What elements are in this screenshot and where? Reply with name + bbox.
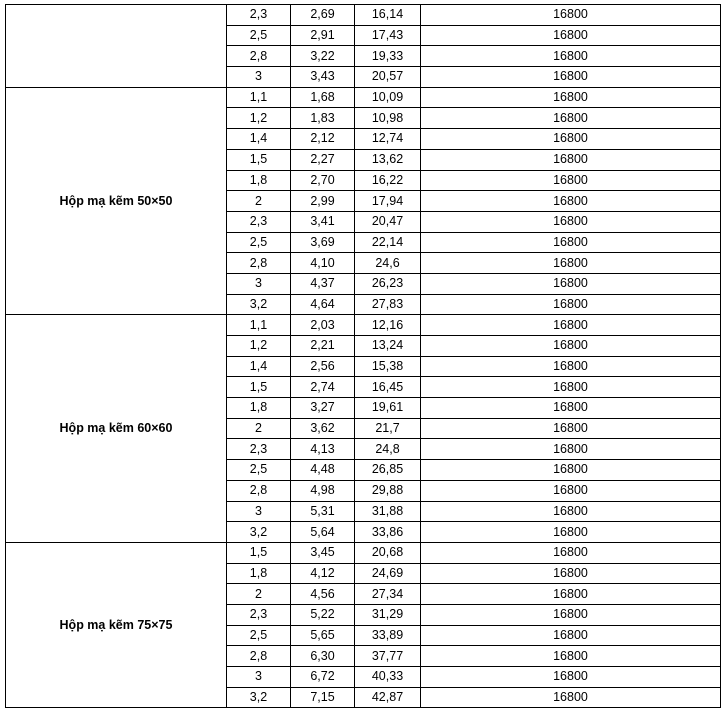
weight-per-meter-cell: 3,45 [291, 542, 355, 563]
weight-per-bar-cell: 12,74 [355, 129, 421, 150]
price-cell: 16800 [421, 46, 721, 67]
thickness-cell: 2,5 [227, 460, 291, 481]
weight-per-meter-cell: 2,91 [291, 25, 355, 46]
weight-per-bar-cell: 24,8 [355, 439, 421, 460]
weight-per-meter-cell: 2,69 [291, 5, 355, 26]
thickness-cell: 3,2 [227, 687, 291, 708]
weight-per-bar-cell: 24,69 [355, 563, 421, 584]
price-cell: 16800 [421, 170, 721, 191]
price-cell: 16800 [421, 67, 721, 88]
thickness-cell: 2 [227, 584, 291, 605]
price-cell: 16800 [421, 5, 721, 26]
price-cell: 16800 [421, 25, 721, 46]
weight-per-bar-cell: 10,98 [355, 108, 421, 129]
weight-per-bar-cell: 17,43 [355, 25, 421, 46]
weight-per-bar-cell: 31,29 [355, 604, 421, 625]
price-cell: 16800 [421, 542, 721, 563]
thickness-cell: 3,2 [227, 294, 291, 315]
weight-per-meter-cell: 2,03 [291, 315, 355, 336]
weight-per-meter-cell: 5,64 [291, 522, 355, 543]
price-cell: 16800 [421, 336, 721, 357]
table-row [6, 5, 721, 26]
thickness-cell: 2,5 [227, 232, 291, 253]
thickness-cell: 2,8 [227, 46, 291, 67]
weight-per-bar-cell: 27,83 [355, 294, 421, 315]
price-cell: 16800 [421, 191, 721, 212]
price-cell: 16800 [421, 315, 721, 336]
product-name-cell: Hộp mạ kẽm 75×75 [6, 542, 227, 708]
price-cell: 16800 [421, 563, 721, 584]
price-cell: 16800 [421, 294, 721, 315]
table-row [6, 87, 721, 108]
thickness-cell: 2,8 [227, 253, 291, 274]
weight-per-meter-cell: 2,12 [291, 129, 355, 150]
thickness-cell: 3,2 [227, 522, 291, 543]
price-cell: 16800 [421, 211, 721, 232]
thickness-cell: 1,4 [227, 356, 291, 377]
weight-per-meter-cell: 2,21 [291, 336, 355, 357]
thickness-cell: 1,4 [227, 129, 291, 150]
weight-per-meter-cell: 3,69 [291, 232, 355, 253]
thickness-cell: 3 [227, 667, 291, 688]
price-cell: 16800 [421, 377, 721, 398]
thickness-cell: 1,1 [227, 315, 291, 336]
weight-per-bar-cell: 40,33 [355, 667, 421, 688]
product-name-cell: Hộp mạ kẽm 50×50 [6, 87, 227, 315]
weight-per-meter-cell: 7,15 [291, 687, 355, 708]
thickness-cell: 2 [227, 191, 291, 212]
thickness-cell: 1,5 [227, 542, 291, 563]
thickness-cell: 1,8 [227, 398, 291, 419]
thickness-cell: 1,8 [227, 170, 291, 191]
weight-per-bar-cell: 16,45 [355, 377, 421, 398]
weight-per-bar-cell: 24,6 [355, 253, 421, 274]
weight-per-meter-cell: 4,37 [291, 273, 355, 294]
price-cell: 16800 [421, 625, 721, 646]
weight-per-meter-cell: 4,48 [291, 460, 355, 481]
price-cell: 16800 [421, 584, 721, 605]
thickness-cell: 1,5 [227, 149, 291, 170]
weight-per-bar-cell: 37,77 [355, 646, 421, 667]
price-cell: 16800 [421, 501, 721, 522]
thickness-cell: 2,3 [227, 439, 291, 460]
weight-per-meter-cell: 4,10 [291, 253, 355, 274]
weight-per-bar-cell: 26,23 [355, 273, 421, 294]
price-cell: 16800 [421, 460, 721, 481]
weight-per-bar-cell: 13,24 [355, 336, 421, 357]
price-cell: 16800 [421, 418, 721, 439]
weight-per-meter-cell: 4,98 [291, 480, 355, 501]
weight-per-bar-cell: 20,57 [355, 67, 421, 88]
weight-per-meter-cell: 5,31 [291, 501, 355, 522]
thickness-cell: 1,5 [227, 377, 291, 398]
price-cell: 16800 [421, 253, 721, 274]
thickness-cell: 2,3 [227, 211, 291, 232]
table-row [6, 542, 721, 563]
weight-per-bar-cell: 19,33 [355, 46, 421, 67]
weight-per-meter-cell: 3,62 [291, 418, 355, 439]
price-cell: 16800 [421, 687, 721, 708]
weight-per-bar-cell: 42,87 [355, 687, 421, 708]
price-cell: 16800 [421, 232, 721, 253]
thickness-cell: 2,8 [227, 480, 291, 501]
price-cell: 16800 [421, 149, 721, 170]
weight-per-bar-cell: 33,89 [355, 625, 421, 646]
thickness-cell: 1,2 [227, 108, 291, 129]
weight-per-bar-cell: 16,22 [355, 170, 421, 191]
thickness-cell: 3 [227, 501, 291, 522]
weight-per-meter-cell: 4,56 [291, 584, 355, 605]
weight-per-bar-cell: 13,62 [355, 149, 421, 170]
weight-per-meter-cell: 2,70 [291, 170, 355, 191]
weight-per-meter-cell: 2,99 [291, 191, 355, 212]
thickness-cell: 2,8 [227, 646, 291, 667]
thickness-cell: 1,1 [227, 87, 291, 108]
thickness-cell: 1,8 [227, 563, 291, 584]
weight-per-meter-cell: 6,30 [291, 646, 355, 667]
weight-per-bar-cell: 31,88 [355, 501, 421, 522]
weight-per-bar-cell: 10,09 [355, 87, 421, 108]
price-cell: 16800 [421, 480, 721, 501]
price-cell: 16800 [421, 87, 721, 108]
product-name-cell: Hộp mạ kẽm 60×60 [6, 315, 227, 543]
weight-per-meter-cell: 2,27 [291, 149, 355, 170]
weight-per-bar-cell: 16,14 [355, 5, 421, 26]
weight-per-bar-cell: 17,94 [355, 191, 421, 212]
weight-per-bar-cell: 22,14 [355, 232, 421, 253]
steel-box-price-table [5, 4, 721, 708]
thickness-cell: 2,5 [227, 25, 291, 46]
weight-per-meter-cell: 2,56 [291, 356, 355, 377]
weight-per-bar-cell: 21,7 [355, 418, 421, 439]
weight-per-bar-cell: 26,85 [355, 460, 421, 481]
weight-per-bar-cell: 33,86 [355, 522, 421, 543]
weight-per-meter-cell: 3,43 [291, 67, 355, 88]
price-cell: 16800 [421, 439, 721, 460]
weight-per-bar-cell: 12,16 [355, 315, 421, 336]
weight-per-bar-cell: 29,88 [355, 480, 421, 501]
price-cell: 16800 [421, 273, 721, 294]
weight-per-meter-cell: 4,64 [291, 294, 355, 315]
thickness-cell: 2,3 [227, 5, 291, 26]
weight-per-bar-cell: 15,38 [355, 356, 421, 377]
thickness-cell: 2 [227, 418, 291, 439]
thickness-cell: 1,2 [227, 336, 291, 357]
thickness-cell: 2,3 [227, 604, 291, 625]
weight-per-meter-cell: 5,65 [291, 625, 355, 646]
table-row [6, 315, 721, 336]
price-cell: 16800 [421, 356, 721, 377]
thickness-cell: 3 [227, 67, 291, 88]
price-cell: 16800 [421, 398, 721, 419]
weight-per-meter-cell: 5,22 [291, 604, 355, 625]
price-cell: 16800 [421, 129, 721, 150]
weight-per-bar-cell: 27,34 [355, 584, 421, 605]
weight-per-bar-cell: 20,47 [355, 211, 421, 232]
thickness-cell: 2,5 [227, 625, 291, 646]
thickness-cell: 3 [227, 273, 291, 294]
weight-per-bar-cell: 20,68 [355, 542, 421, 563]
price-cell: 16800 [421, 108, 721, 129]
weight-per-meter-cell: 3,41 [291, 211, 355, 232]
price-cell: 16800 [421, 604, 721, 625]
weight-per-meter-cell: 4,12 [291, 563, 355, 584]
weight-per-meter-cell: 6,72 [291, 667, 355, 688]
weight-per-bar-cell: 19,61 [355, 398, 421, 419]
weight-per-meter-cell: 4,13 [291, 439, 355, 460]
weight-per-meter-cell: 1,68 [291, 87, 355, 108]
price-cell: 16800 [421, 522, 721, 543]
weight-per-meter-cell: 3,22 [291, 46, 355, 67]
weight-per-meter-cell: 1,83 [291, 108, 355, 129]
product-name-cell [6, 5, 227, 88]
price-cell: 16800 [421, 646, 721, 667]
weight-per-meter-cell: 3,27 [291, 398, 355, 419]
table-body [6, 5, 721, 708]
price-cell: 16800 [421, 667, 721, 688]
weight-per-meter-cell: 2,74 [291, 377, 355, 398]
